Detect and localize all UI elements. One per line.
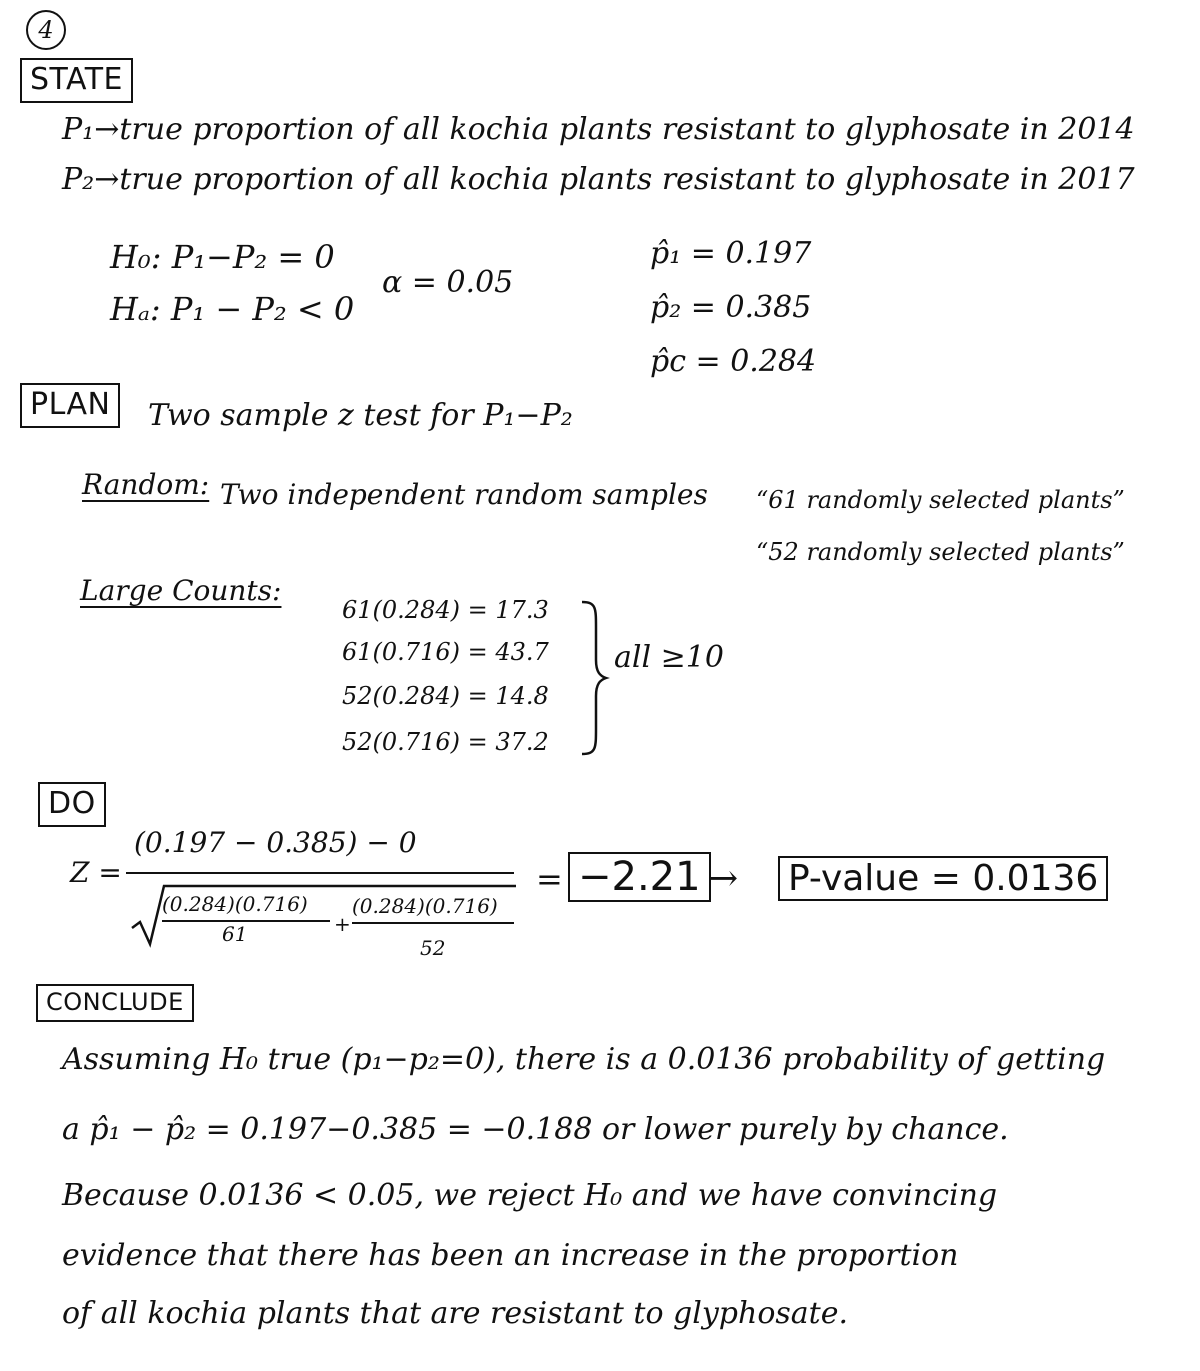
p2-hat-value: p̂₂ = 0.385	[650, 290, 812, 325]
do-heading: DO	[38, 782, 106, 827]
pc-hat-value: p̂c = 0.284	[650, 344, 817, 379]
count-2: 61(0.716) = 43.7	[342, 638, 549, 666]
conclude-heading: CONCLUDE	[36, 984, 194, 1022]
p2-definition: P₂→true proportion of all kochia plants resistant to glyphosate in 2017	[62, 162, 1135, 197]
p-value-box: P-value = 0.0136	[778, 856, 1108, 901]
arrow-icon: →	[708, 858, 739, 899]
random-label: Random:	[82, 468, 210, 501]
equals-sign: =	[536, 860, 563, 898]
sample-quote-2017: “52 randomly selected plants”	[756, 538, 1125, 566]
random-condition-text: Two independent random samples	[220, 478, 708, 511]
denominator-term2-bar	[352, 922, 514, 924]
denominator-plus: +	[334, 912, 351, 936]
null-hypothesis: H₀: P₁−P₂ = 0	[110, 238, 335, 276]
plan-method: Two sample z test for P₁−P₂	[148, 398, 573, 433]
large-counts-label: Large Counts:	[80, 574, 282, 607]
large-counts-brace	[578, 598, 610, 758]
z-statistic-box: −2.21	[568, 852, 711, 902]
conclusion-line-2: a p̂₁ − p̂₂ = 0.197−0.385 = −0.188 or lower purely by chance.	[62, 1112, 1009, 1147]
z-fraction-bar	[126, 872, 514, 874]
denominator-term2-top: (0.284)(0.716)	[352, 894, 498, 918]
p1-definition: P₁→true proportion of all kochia plants resistant to glyphosate in 2014	[62, 112, 1135, 147]
count-4: 52(0.716) = 37.2	[342, 728, 549, 756]
problem-number: 4	[26, 10, 66, 50]
conclusion-line-1: Assuming H₀ true (p₁−p₂=0), there is a 0.0136 probability of getting	[62, 1042, 1106, 1077]
count-3: 52(0.284) = 14.8	[342, 682, 549, 710]
denominator-term1-top: (0.284)(0.716)	[162, 892, 308, 916]
p1-hat-value: p̂₁ = 0.197	[650, 236, 812, 271]
large-counts-conclusion: all ≥10	[614, 640, 724, 675]
z-label: Z =	[70, 856, 122, 889]
conclusion-line-5: of all kochia plants that are resistant to glyphosate.	[62, 1296, 849, 1331]
sample-quote-2014: “61 randomly selected plants”	[756, 486, 1125, 514]
plan-heading: PLAN	[20, 383, 120, 428]
alpha-level: α = 0.05	[382, 265, 514, 300]
denominator-term2-bottom: 52	[420, 936, 446, 960]
conclusion-line-3: Because 0.0136 < 0.05, we reject H₀ and we have convincing	[62, 1178, 998, 1213]
count-1: 61(0.284) = 17.3	[342, 596, 549, 624]
z-numerator: (0.197 − 0.385) − 0	[134, 826, 417, 859]
alternative-hypothesis: Hₐ: P₁ − P₂ < 0	[110, 290, 355, 328]
denominator-term1-bottom: 61	[222, 922, 248, 946]
state-heading: STATE	[20, 58, 133, 103]
conclusion-line-4: evidence that there has been an increase in the proportion	[62, 1238, 959, 1273]
